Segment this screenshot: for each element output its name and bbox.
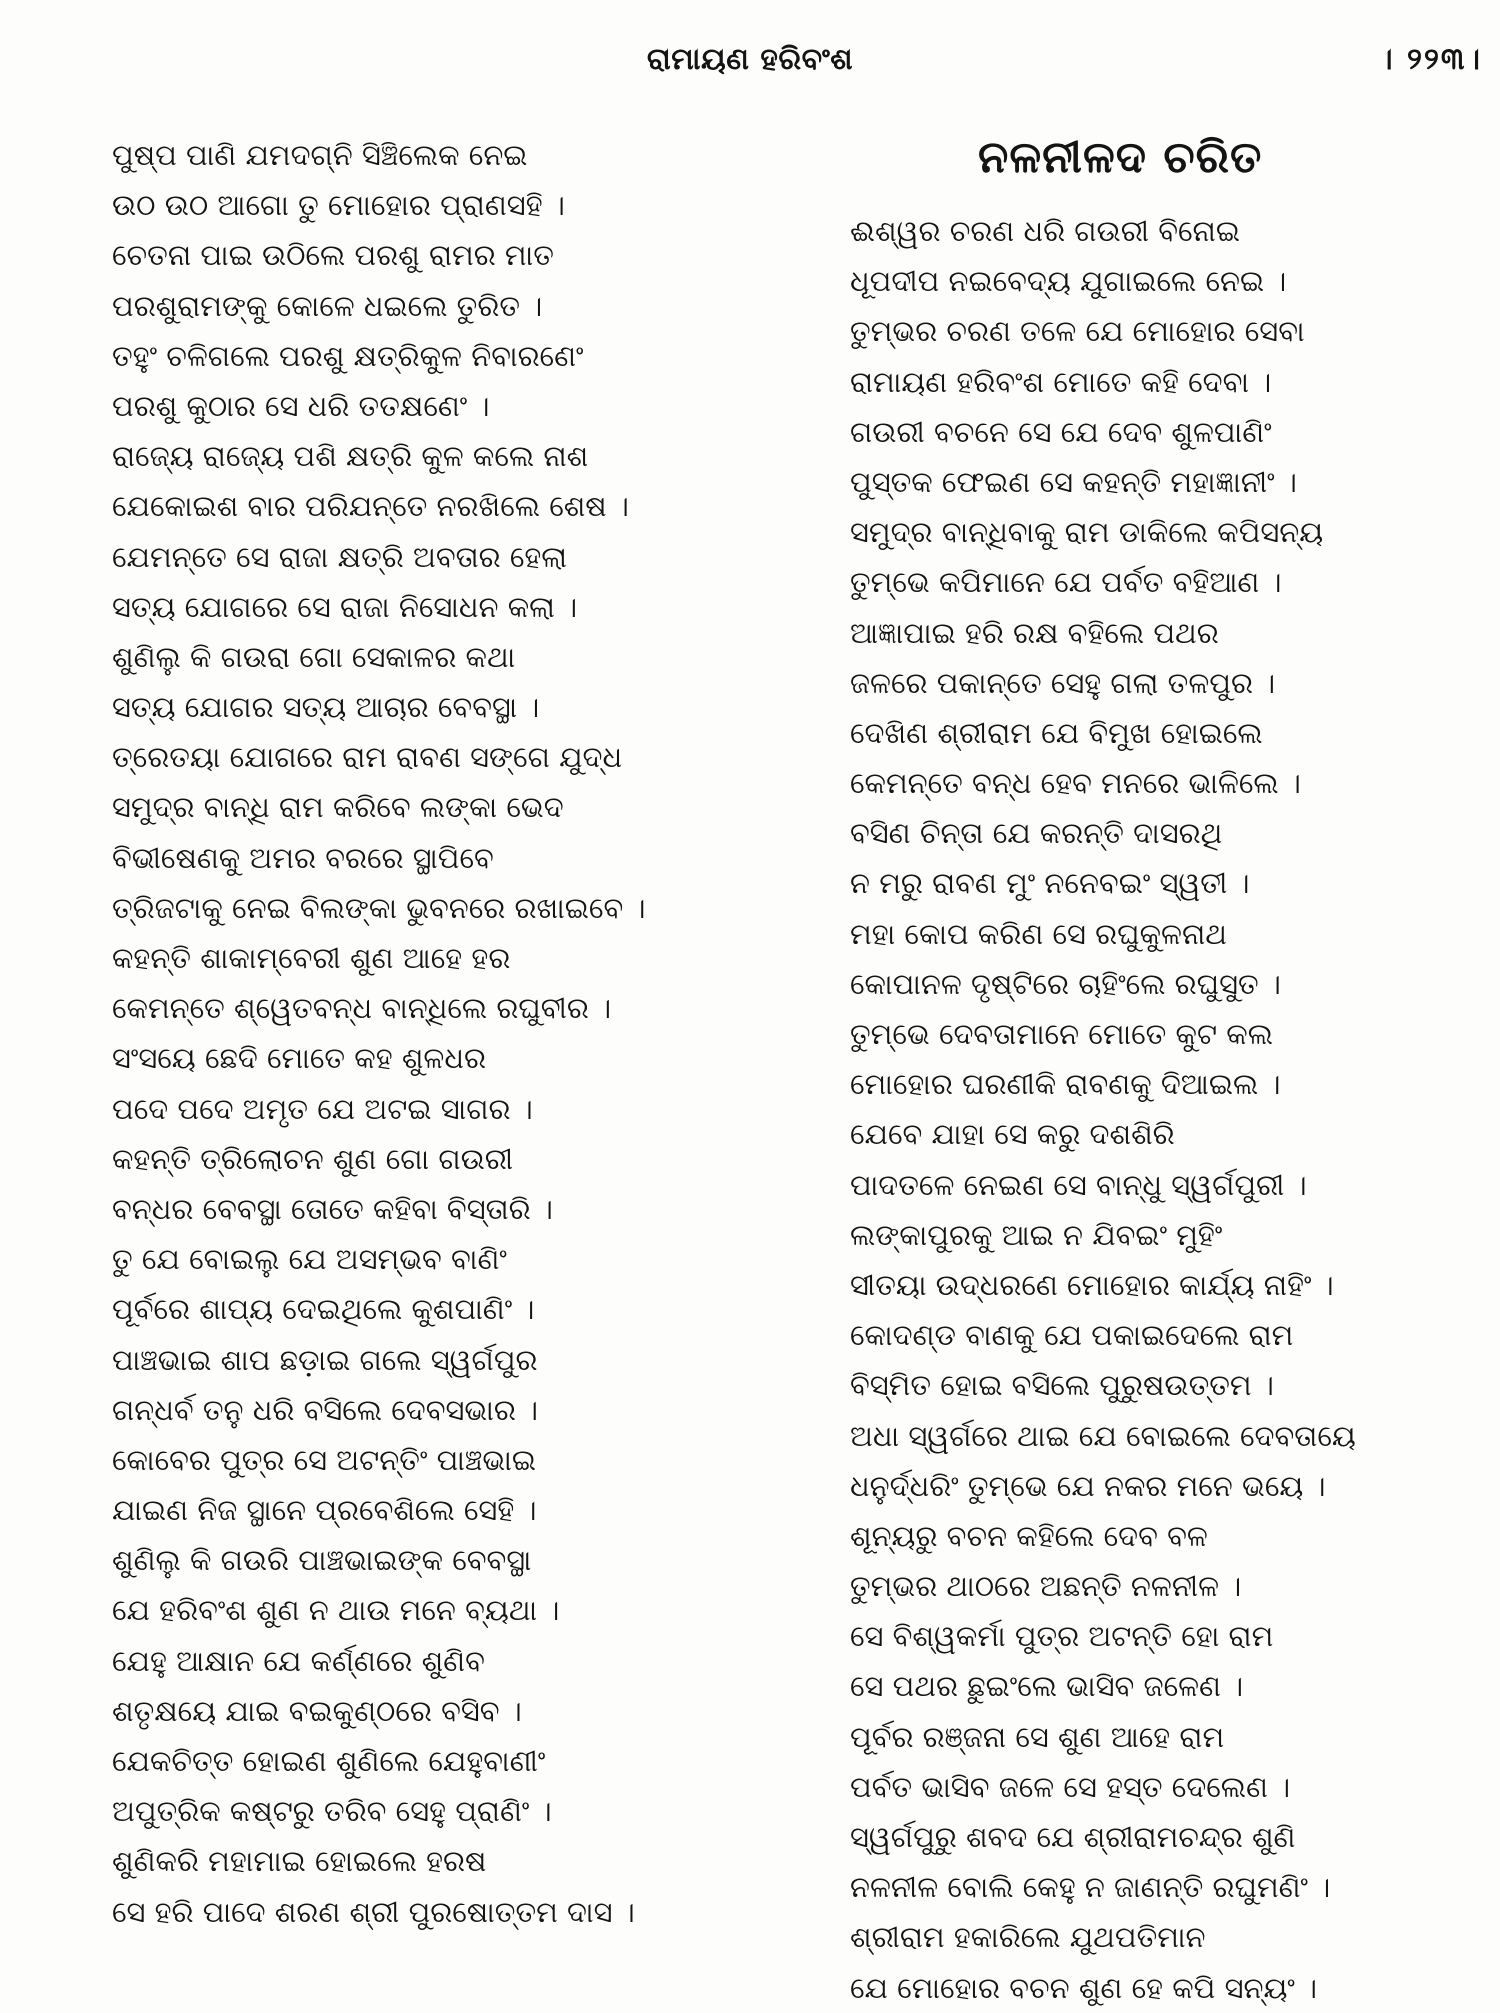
verse-line: ରାଜ୍ୟେ ରାଜ୍ୟେ ପଶି କ୍ଷତ୍ରି କୁଳ କଲେ ନାଶ	[112, 439, 589, 474]
verse-line: ସୀତୟା ଉଦ୍ଧରଣେ ମୋହୋର କାର୍ଯ୍ୟ ନାହିଂ ।	[850, 1267, 1334, 1302]
verse-line: ଉଠ ଉଠ ଆଗୋ ତୁ ମୋହୋର ପ୍ରାଣସହି ।	[112, 188, 565, 223]
verse-line: ଯେକୋଇଶ ବାର ପରିଯନ୍ତେ ନରଖିଲେ ଶେଷ ।	[112, 489, 629, 524]
verse-line: କହନ୍ତି ତ୍ରିଲୋଚନ ଶୁଣ ଗୋ ଗଉରୀ	[112, 1141, 514, 1176]
verse-line: ଯେ ହରିବଂଶ ଶୁଣ ନ ଥାଉ ମନେ ବ୍ୟଥା ।	[112, 1593, 560, 1628]
verse-line: ବିସ୍ମିତ ହୋଇ ବସିଲେ ପୁରୁଷଉତ୍ତମ ।	[850, 1368, 1274, 1403]
verse-line: ପୂର୍ବରେ ଶାପ୍ୟ ଦେଇଥିଲେ କୁଶପାଣିଂ ।	[112, 1292, 535, 1327]
running-header	[0, 42, 1500, 92]
verse-line: କହନ୍ତି ଶାକାମ୍ବେରୀ ଶୁଣ ଆହେ ହର	[112, 941, 511, 975]
verse-line: ତୁମ୍ଭର ଚରଣ ତଳେ ଯେ ମୋହୋର ସେବା	[850, 314, 1305, 349]
verse-line: ଗଉରୀ ବଚନେ ସେ ଯେ ଦେବ ଶୁଳପାଣିଂ	[850, 414, 1272, 449]
verse-line: ତୁ ଯେ ବୋଇଲୁ ଯେ ଅସମ୍ଭବ ବାଣିଂ	[112, 1242, 507, 1277]
left-verse-list	[112, 130, 752, 1937]
verse-line: ସଂସୟେ ଛେଦି ମୋତେ କହ ଶୁଳଧର	[112, 1041, 486, 1076]
verse-line: ସମୁଦ୍ର ବାନ୍ଧି ରାମ କରିବେ ଲଙ୍କା ଭେଦ	[112, 790, 564, 825]
verse-line: ପରଶୁ କୁଠାର ସେ ଧରି ତତକ୍ଷଣେଂ ।	[112, 388, 490, 423]
verse-line: ଅପୁତ୍ରିକ କଷ୍ଟରୁ ତରିବ ସେହୁ ପ୍ରାଣିଂ ।	[112, 1794, 552, 1829]
verse-line: ତ୍ରେତୟା ଯୋଗରେ ରାମ ରାବଣ ସଙ୍ଗେ ଯୁଦ୍ଧ	[112, 740, 623, 775]
verse-line: କୋବେର ପୁତ୍ର ସେ ଅଟନ୍ତିଂ ପାଞ୍ଚଭାଇ	[112, 1442, 536, 1477]
verse-line: ନଳନୀଳ ବୋଲି କେହୁ ନ ଜାଣନ୍ତି ରଘୁମଣିଂ ।	[850, 1870, 1331, 1905]
verse-line: ସେ ହରି ପାଦେ ଶରଣ ଶ୍ରୀ ପୁରଷୋତ୍ତମ ଦାସ ।	[112, 1894, 635, 1929]
verse-line: ଅଧା ସ୍ୱର୍ଗରେ ଥାଇ ଯେ ବୋଇଲେ ଦେବତାୟେ	[850, 1418, 1356, 1453]
verse-line: ଯାଇଣ ନିଜ ସ୍ଥାନେ ପ୍ରବେଶିଲେ ସେହି ।	[112, 1493, 537, 1528]
verse-line: ସ୍ୱର୍ଗପୁରୁ ଶବଦ ଯେ ଶ୍ରୀରାମଚନ୍ଦ୍ର ଶୁଣି	[850, 1820, 1296, 1854]
verse-line: ଶତୃକ୍ଷୟେ ଯାଇ ବଇକୁଣ୍ଠରେ ବସିବ ।	[112, 1693, 522, 1728]
right-column	[850, 130, 1410, 2013]
verse-line: ବନ୍ଧର ବେବସ୍ଥା ତୋତେ କହିବା ବିସ୍ତାରି ।	[112, 1191, 553, 1226]
verse-line: ପୁଷ୍ପ ପାଣି ଯମଦଗ୍ନି ସିଞ୍ଚିଲେକ ନେଇ	[112, 138, 528, 172]
verse-line: ସମୁଦ୍ର ବାନ୍ଧିବାକୁ ରାମ ଡାକିଲେ କପିସନ୍ୟ	[850, 515, 1324, 550]
verse-line: ପାଦତଳେ ନେଇଣ ସେ ବାନ୍ଧୁ ସ୍ୱର୍ଗପୁରୀ ।	[850, 1167, 1307, 1202]
verse-line: ଯେମନ୍ତେ ସେ ରାଜା କ୍ଷତ୍ରି ଅବତାର ହେଲା	[112, 539, 568, 574]
left-column	[112, 130, 752, 1937]
verse-line: ଲଙ୍କାପୁରକୁ ଆଇ ନ ଯିବଇଂ ମୁହିଂ	[850, 1217, 1223, 1252]
verse-line: ଦେଖିଣ ଶ୍ରୀରାମ ଯେ ବିମୁଖ ହୋଇଲେ	[850, 715, 1263, 750]
page-number: । ୨୨୩।	[1379, 42, 1482, 77]
verse-line: ବିଭୀଷେଣକୁ ଅମର ବରରେ ସ୍ଥାପିବେ	[112, 840, 494, 875]
verse-line: ପଦେ ପଦେ ଅମୃତ ଯେ ଅଟଇ ସାଗର ।	[112, 1091, 533, 1126]
verse-line: ଧନୁର୍ଦ୍ଧରିଂ ତୁମ୍ଭେ ଯେ ନକର ମନେ ଭୟେ ।	[850, 1468, 1326, 1503]
verse-line: ଶ୍ରୀରାମ ହକାରିଲେ ଯୁଥପତିମାନ	[850, 1920, 1206, 1955]
verse-line: ପାଞ୍ଚଭାଇ ଶାପ ଛଡ଼ାଇ ଗଲେ ସ୍ୱର୍ଗପୁର	[112, 1342, 538, 1377]
verse-line: ପରଶୁରାମଙ୍କୁ କୋଳେ ଧଇଲେ ତୁରିତ ।	[112, 288, 543, 323]
verse-line: ଯେହୁ ଆକ୍ଷାନ ଯେ କର୍ଣ୍ଣରେ ଶୁଣିବ	[112, 1643, 485, 1678]
verse-line: ପୁସ୍ତକ ଫେଇଣ ସେ କହନ୍ତି ମହାଜ୍ଞାନୀଂ ।	[850, 464, 1297, 499]
verse-line: ଶୁଣିଲୁ କି ଗଉରି ପାଞ୍ଚଭାଇଙ୍କ ବେବସ୍ଥା	[112, 1543, 532, 1578]
verse-line: ଧୂପଦୀପ ନଇବେଦ୍ୟ ଯୁଗାଇଲେ ନେଇ ।	[850, 264, 1287, 299]
verse-line: ଜଳରେ ପକାନ୍ତେ ସେହୁ ଗଲା ତଳପୁର ।	[850, 665, 1276, 700]
verse-line: ତୁମ୍ଭର ଥାଠରେ ଅଛନ୍ତି ନଳନୀଳ ।	[850, 1569, 1242, 1604]
verse-line: ଶୂନ୍ୟରୁ ବଚନ କହିଲେ ଦେବ ବଳ	[850, 1518, 1208, 1553]
verse-line: ତହୁଂ ଚଳିଗଲେ ପରଶୁ କ୍ଷତ୍ରିକୁଳ ନିବାରଣେଂ	[112, 338, 584, 373]
verse-line: ତୁମ୍ଭେ ଦେବତାମାନେ ମୋତେ କୁଟ କଲ	[850, 1017, 1273, 1051]
verse-line: ସତ୍ୟ ଯୋଗରେ ସେ ରାଜା ନିସୋଧନ କଲା ।	[112, 589, 578, 624]
verse-line: ସେ ପଥର ଛୁଇଂଲେ ଭାସିବ ଜଳେଣ ।	[850, 1669, 1244, 1704]
verse-line: ପର୍ବତ ଭାସିବ ଜଳେ ସେ ହସ୍ତ ଦେଲେଣ ।	[850, 1769, 1291, 1804]
verse-line: ଗନ୍ଧର୍ବ ତନୁ ଧରି ବସିଲେ ଦେବସଭାର ।	[112, 1392, 539, 1427]
verse-line: ତ୍ରିଜଟାକୁ ନେଇ ବିଲଙ୍କା ଭୁବନରେ ରଖାଇବେ ।	[112, 890, 646, 925]
right-verse-list	[850, 206, 1410, 2013]
verse-line: ତୁମ୍ଭେ କପିମାନେ ଯେ ପର୍ବତ ବହିଆଣ ।	[850, 565, 1282, 600]
verse-line: ମହା କୋପ କରିଣ ସେ ରଘୁକୁଳନାଥ	[850, 916, 1227, 951]
verse-line: ଈଶ୍ୱର ଚରଣ ଧରି ଗଉରୀ ବିନୋଇ	[850, 214, 1240, 248]
section-title: ନଳନୀଳଦ ଚରିତ	[978, 132, 1263, 183]
verse-line: କୋପାନଳ ଦୃଷ୍ଟିରେ ଚାହିଂଲେ ରଘୁସୁତ ।	[850, 966, 1281, 1001]
verse-line: ଯେ ମୋହୋର ବଚନ ଶୁଣ ହେ କପି ସନ୍ୟଂ ।	[850, 1970, 1318, 2005]
book-title: ରାମାୟଣ ହରିବଂଶ	[646, 42, 854, 77]
verse-line: ପୂର୍ବର ରଞ୍ଜନା ସେ ଶୁଣ ଆହେ ରାମ	[850, 1719, 1225, 1754]
verse-line: କେମନ୍ତେ ଶ୍ୱେତବନ୍ଧ ବାନ୍ଧିଲେ ରଘୁବୀର ।	[112, 991, 612, 1026]
verse-line: ଚେତନା ପାଇ ଉଠିଲେ ପରଶୁ ରାମର ମାତ	[112, 238, 554, 273]
verse-line: କେମନ୍ତେ ବନ୍ଧ ହେବ ମନରେ ଭାଳିଲେ ।	[850, 766, 1301, 801]
verse-line: ଶୁଣିଲୁ କି ଗଉରା ଗୋ ସେକାଳର କଥା	[112, 639, 516, 674]
verse-line: ରାମାୟଣ ହରିବଂଶ ମୋତେ କହି ଦେବା ।	[850, 364, 1272, 399]
verse-line: ଯେକଚିତ୍ତ ହୋଇଣ ଶୁଣିଲେ ଯେହୁବାଣୀଂ	[112, 1744, 546, 1778]
verse-line: ଯେବେ ଯାହା ସେ କରୁ ଦଶଶିରି	[850, 1117, 1175, 1152]
verse-line: ବସିଣ ଚିନ୍ତା ଯେ କରନ୍ତି ଦାସରଥି	[850, 816, 1223, 851]
verse-line: ଆଜ୍ଞାପାଇ ହରି ରକ୍ଷ ବହିଲେ ପଥର	[850, 615, 1219, 650]
verse-line: ଶୁଣିକରି ମହାମାଇ ହୋଇଲେ ହରଷ	[112, 1844, 487, 1879]
verse-line: ସେ ବିଶ୍ୱକର୍ମା ପୁତ୍ର ଅଟନ୍ତି ହୋ ରାମ	[850, 1619, 1274, 1654]
verse-line: କୋଦଣ୍ଡ ବାଣକୁ ଯେ ପକାଇଦେଲେ ରାମ	[850, 1318, 1294, 1353]
verse-line: ମୋହୋର ଘରଣୀକି ରାବଣକୁ ଦିଆଇଲ ।	[850, 1067, 1281, 1102]
verse-line: ନ ମରୁ ରାବଣ ମୁଂ ନନେବଇଂ ସ୍ୱତୀ ।	[850, 866, 1250, 901]
verse-line: ସତ୍ୟ ଯୋଗର ସତ୍ୟ ଆଚାର ବେବସ୍ଥା ।	[112, 690, 540, 725]
